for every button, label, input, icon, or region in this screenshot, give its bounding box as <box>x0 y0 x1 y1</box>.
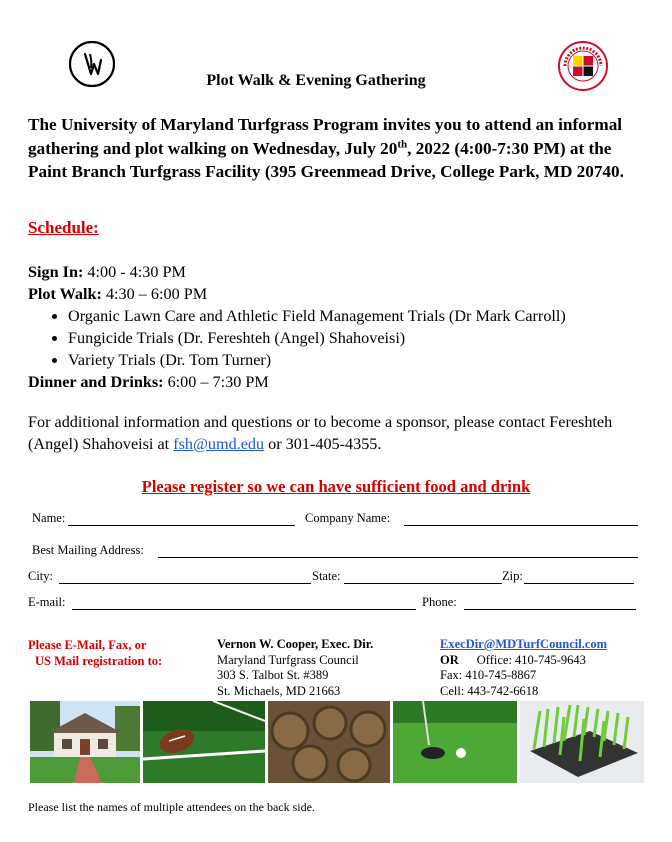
footer-note: Please list the names of multiple attendees on the back side. <box>28 800 315 814</box>
cell-number: Cell: 443-742-6618 <box>440 683 539 698</box>
contact-text: For additional information and questions or to become a sponsor, please contact Fereshteh (Angel) Shahoveisi at <box>28 413 613 453</box>
mailing-address <box>217 637 373 699</box>
golf-green-photo <box>393 701 517 783</box>
submission-instructions <box>28 637 162 669</box>
sign-in-label: Sign In: <box>28 263 84 281</box>
fax-number: Fax: 410-745-8867 <box>440 668 537 682</box>
schedule-item: • Organic Lawn Care and Athletic Field Management Trials (Dr Mark Carroll) <box>68 305 658 327</box>
city-field[interactable] <box>59 583 311 584</box>
mailing-address-label: Best Mailing Address: <box>32 543 144 557</box>
football-field-photo <box>143 701 265 783</box>
company-field[interactable] <box>404 525 638 526</box>
name-field[interactable] <box>68 525 295 526</box>
contact-phone-text: or 301-405-4355. <box>264 435 382 453</box>
contact-email-link[interactable]: fsh@umd.edu <box>173 435 265 453</box>
contact-org: Maryland Turfgrass Council <box>217 652 359 667</box>
contact-name: Vernon W. Cooper, Exec. Dir. <box>217 637 374 651</box>
schedule-heading: Schedule: <box>28 218 99 237</box>
dinner-label: Dinner and Drinks: <box>28 373 164 391</box>
instructions-line1: Please E-Mail, Fax, or <box>28 638 147 652</box>
company-label: Company Name: <box>305 511 391 525</box>
city-label: City: <box>28 569 54 583</box>
dinner-time: 6:00 – 7:30 PM <box>163 373 269 391</box>
execdir-email-link[interactable]: ExecDir@MDTurfCouncil.com <box>440 637 608 651</box>
plot-walk-time: 4:30 – 6:00 PM <box>101 285 208 303</box>
state-field[interactable] <box>344 583 502 584</box>
instructions-line2: US Mail registration to: <box>35 654 163 668</box>
page-title: Plot Walk & Evening Gathering <box>206 72 426 89</box>
intro-sup: th <box>397 137 408 150</box>
email-label: E-mail: <box>28 595 66 609</box>
phone-field[interactable] <box>464 609 636 610</box>
invitation-text <box>28 113 648 184</box>
sign-in-time: 4:00 - 4:30 PM <box>83 263 186 281</box>
state-label: State: <box>312 569 341 583</box>
register-notice: Please register so we can have sufficient food and drink <box>141 477 531 496</box>
plot-walk-label: Plot Walk: <box>28 285 102 303</box>
sod-rolls-photo <box>268 701 390 783</box>
schedule-list <box>28 261 658 393</box>
zip-field[interactable] <box>524 583 634 584</box>
or-label: OR <box>440 652 459 667</box>
contact-numbers <box>440 637 607 699</box>
name-label: Name: <box>32 511 66 525</box>
office-phone: Office: 410-745-9643 <box>476 652 586 667</box>
house-lawn-photo <box>30 701 140 783</box>
email-field[interactable] <box>72 609 416 610</box>
grass-tray-photo <box>520 701 644 783</box>
zip-label: Zip: <box>502 569 523 583</box>
schedule-item: • Fungicide Trials (Dr. Fereshteh (Angel) Shahoveisi) <box>68 327 658 349</box>
mailing-address-field[interactable] <box>158 557 638 558</box>
intro-part1: The University of Maryland Turfgrass Program invites you to attend an informal gathering and plot walking on Wednesday, July 20 <box>28 115 623 158</box>
schedule-item: • Variety Trials (Dr. Tom Turner) <box>68 349 658 371</box>
intro-part2: , 2022 (4:00-7:30 PM) at the Paint Branch Turfgrass Facility (395 Greenmead Drive, College Park, MD 20740. <box>28 138 624 181</box>
contact-paragraph <box>28 411 648 455</box>
contact-city: St. Michaels, MD 21663 <box>217 683 341 698</box>
contact-street: 303 S. Talbot St. #389 <box>217 668 329 682</box>
phone-label: Phone: <box>422 595 457 609</box>
